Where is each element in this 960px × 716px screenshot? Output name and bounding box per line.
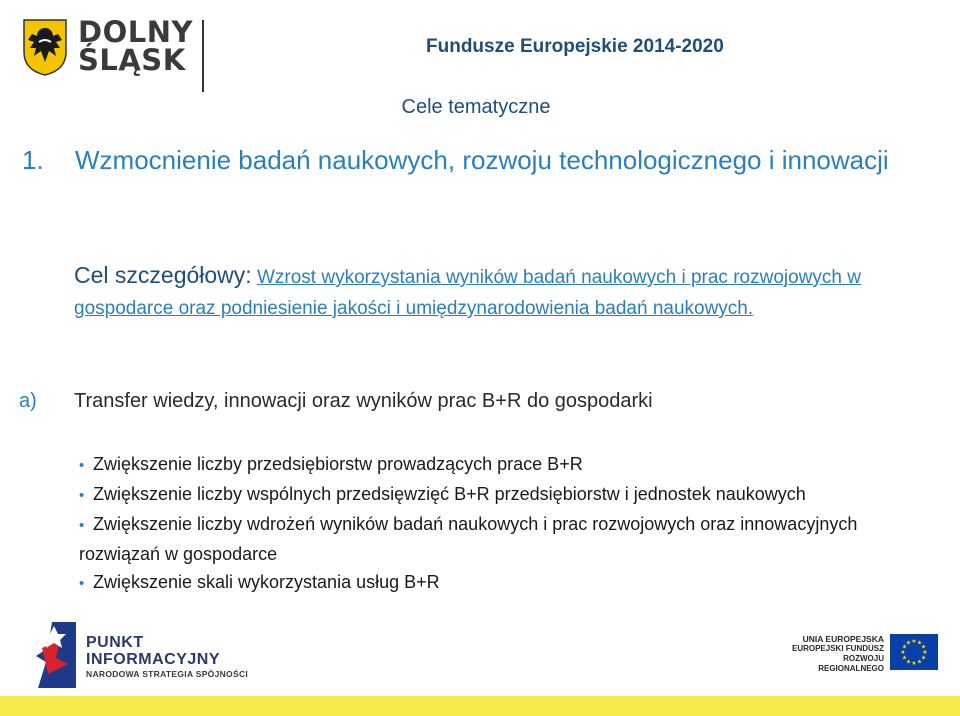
list-item bbox=[79, 480, 899, 510]
eu-line-1: UNIA EUROPEJSKA bbox=[802, 634, 884, 644]
dolny-slask-crest-icon bbox=[22, 18, 68, 76]
eu-flag-icon bbox=[890, 634, 938, 670]
specific-objective bbox=[74, 260, 934, 324]
eu-star-icon: ★ bbox=[911, 661, 917, 668]
bullet-text: Zwiększenie liczby wdrożeń wyników badań naukowych i prac rozwojowych oraz innowacyjnych rozwiązań w gospodarce bbox=[79, 514, 858, 564]
slide-header bbox=[0, 0, 960, 92]
eu-star-icon: ★ bbox=[901, 644, 908, 651]
eu-logo bbox=[786, 634, 946, 674]
bullet-icon: • bbox=[79, 457, 85, 474]
pi-line-3: NARODOWA STRATEGIA SPÓJNOŚCI bbox=[86, 669, 249, 679]
eu-star-icon: ★ bbox=[920, 655, 927, 662]
bullet-icon: • bbox=[79, 517, 85, 534]
pi-line-2: INFORMACYJNY bbox=[86, 651, 221, 668]
eu-star-icon: ★ bbox=[900, 650, 906, 657]
goal-number: 1. bbox=[22, 145, 44, 175]
list-item bbox=[79, 450, 899, 480]
slide-footer bbox=[0, 612, 960, 716]
bullet-icon: • bbox=[79, 487, 85, 504]
punkt-informacyjny-text bbox=[86, 634, 248, 680]
fund-title: Fundusze Europejskie 2014-2020 bbox=[426, 36, 724, 57]
logo-line-1: DOLNY bbox=[78, 15, 193, 49]
goal-text: Wzmocnienie badań naukowych, rozwoju technologicznego i innowacji bbox=[75, 145, 889, 175]
dolny-slask-wordmark bbox=[78, 15, 193, 77]
eu-star-icon: ★ bbox=[911, 639, 917, 646]
bullet-text: Zwiększenie skali wykorzystania usług B+R bbox=[93, 572, 440, 592]
logo-line-2: ŚLĄSK bbox=[78, 43, 186, 77]
slide-subtitle bbox=[0, 96, 960, 119]
bullet-text: Zwiększenie liczby przedsiębiorstw prowadzących prace B+R bbox=[93, 454, 583, 474]
punkt-informacyjny-mark-icon bbox=[34, 618, 76, 688]
dolny-slask-logo bbox=[22, 16, 202, 80]
list-item bbox=[79, 510, 899, 568]
eu-star-icon: ★ bbox=[905, 640, 912, 647]
bullet-text: Zwiększenie liczby wspólnych przedsięwzięć B+R przedsiębiorstw i jednostek naukowych bbox=[93, 484, 806, 504]
eu-star-icon: ★ bbox=[901, 655, 908, 662]
objective-label: Cel szczegółowy: bbox=[74, 262, 252, 288]
eu-line-3: ROZWOJU REGIONALNEGO bbox=[818, 654, 884, 673]
objective-text: Wzrost wykorzystania wyników badań naukowych i prac rozwojowych w gospodarce oraz podniesienie jakości i umiędzynarodowienia badań naukowych. bbox=[74, 267, 861, 319]
eu-text bbox=[786, 634, 884, 674]
footer-stripe bbox=[0, 696, 960, 716]
subgoal-letter: a) bbox=[19, 390, 37, 412]
bullet-icon: • bbox=[79, 575, 85, 592]
subgoal-text: Transfer wiedzy, innowacji oraz wyników prac B+R do gospodarki bbox=[74, 390, 653, 412]
bullet-list bbox=[79, 450, 899, 598]
pi-line-1: PUNKT bbox=[86, 634, 144, 651]
eu-star-icon: ★ bbox=[916, 640, 923, 647]
slide-subtitle-text: Cele tematyczne bbox=[401, 96, 551, 118]
eu-star-icon: ★ bbox=[905, 659, 912, 666]
eu-star-icon: ★ bbox=[916, 659, 923, 666]
eu-line-2: EUROPEJSKI FUNDUSZ bbox=[791, 644, 884, 653]
list-item bbox=[79, 568, 899, 598]
eu-star-icon: ★ bbox=[920, 644, 927, 651]
header-divider bbox=[202, 20, 204, 92]
eu-star-icon: ★ bbox=[922, 650, 928, 657]
punkt-informacyjny-logo bbox=[34, 618, 249, 694]
